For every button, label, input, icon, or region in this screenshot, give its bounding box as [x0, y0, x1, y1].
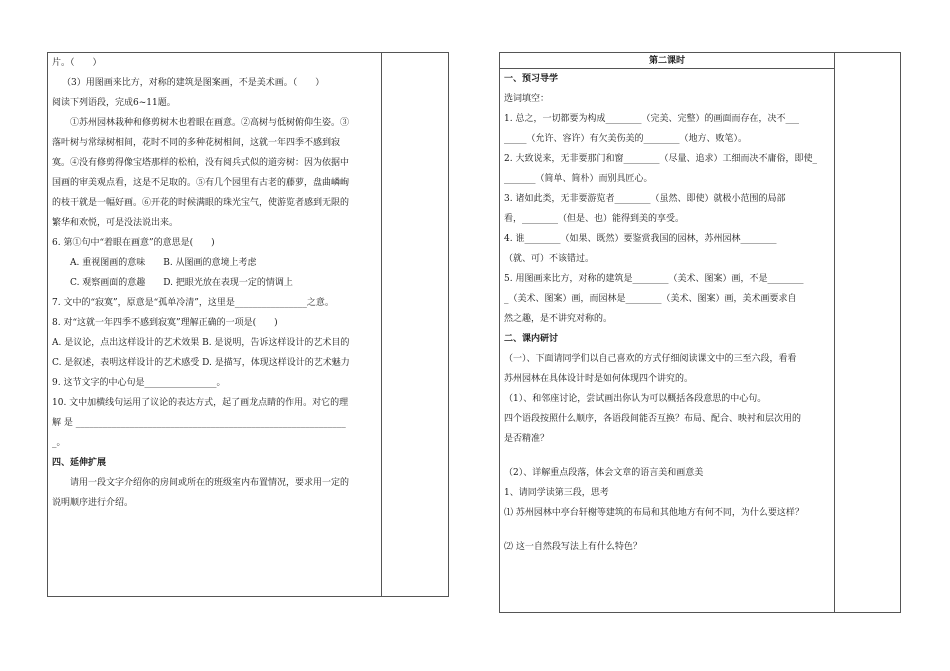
- fill-line: 4. 谁________（如果、既然）要鉴赏我国的园林，苏州园林________: [504, 234, 777, 244]
- option-line: C. 观察画面的意趣 D. 把眼光放在表现一定的情调上: [70, 278, 293, 288]
- fill-line: 2. 大致说来，无非要那门和窗________（尽量、追求）工细而决不庸俗，即使_: [504, 154, 817, 164]
- passage-line: 繁华和欢悦，可是没法说出来。: [52, 218, 179, 228]
- text-line: 苏州园林在具体设计时是如何体现四个讲究的。: [504, 374, 694, 384]
- task-line: 请用一段文字介绍你的房间或所在的班级室内布置情况，要求用一定的: [70, 478, 350, 488]
- passage-line: ①苏州园林栽种和修剪树木也着眼在画意。②高树与低树俯仰生姿。③: [70, 118, 350, 128]
- fill-line: _______（简单、简朴）而别具匠心。: [504, 174, 653, 184]
- text-line: 阅读下列语段，完成6~11题。: [52, 98, 176, 108]
- lesson-title: 第二课时: [648, 56, 685, 66]
- passage-line: 寞。④没有修剪得像宝塔那样的松柏，没有阅兵式似的道旁树：因为依据中: [52, 158, 350, 168]
- text-line: 四个语段按照什么顺序，各语段间能否互换？布局、配合、映衬和层次用的: [504, 414, 802, 424]
- text-line: 是否精准？: [504, 434, 550, 444]
- fill-line: 3. 诸如此类，无非要游览者________（虽然、即使）就极小范围的局部: [504, 194, 786, 204]
- question-7: 7. 文中的“寂寞”，原意是“孤单冷清”，这里是________________之意。: [52, 298, 334, 308]
- fill-line: 看，________（但是、也）能得到美的享受。: [504, 214, 685, 224]
- question-8: 8. 对“这就一年四季不感到寂寞”理解正确的一项是( ): [52, 318, 278, 328]
- text-line: 片。（ ）: [52, 58, 102, 68]
- text-line: 选词填空：: [504, 94, 550, 104]
- option-line: A. 重视图画的意味 B. 从图画的意境上考虑: [70, 258, 257, 268]
- right-content: [504, 53, 830, 557]
- question-6: 6. 第①句中“着眼在画意”的意思是( ): [52, 238, 215, 248]
- text-line: （1）、和邻座讨论，尝试画出你认为可以概括各段意思的中心句。: [504, 394, 767, 404]
- task-line: 说明顺序进行介绍。: [52, 498, 134, 508]
- section-heading-extend: 四、延伸扩展: [52, 458, 107, 468]
- text-line: （一）、下面请同学们以自己喜欢的方式仔细阅读课文中的三至六段，看看: [504, 354, 797, 364]
- text-line: （3）用图画来比方，对称的建筑是图案画，不是美术画。（ ）: [62, 78, 325, 88]
- fill-line: 1. 总之，一切都要为构成________（完美、完整）的画面而存在，决不___: [504, 114, 799, 124]
- fill-line: 然之趣，是不讲究对称的。: [504, 314, 613, 324]
- passage-line: 国画的审美观点看，这是不足取的。⑤有几个园里有古老的藤萝，盘曲嶙峋: [52, 178, 350, 188]
- fill-line: 5. 用图画来比方，对称的建筑是________（美术、图案）画，不是________: [504, 274, 804, 284]
- question-9: 9. 这节文字的中心句是________________。: [52, 378, 226, 388]
- passage-line: 落叶树与常绿树相间，花时不同的多种花树相间，这就一年四季不感到寂: [52, 138, 341, 148]
- section-heading-study: 二、课内研讨: [504, 334, 559, 344]
- fill-line: _____（允许、容许）有欠美伤美的________（地方、败笔）。: [504, 134, 748, 144]
- passage-line: 的枝干就是一幅好画。⑥开花的时候满眼的珠光宝气，使游览者感到无限的: [52, 198, 350, 208]
- fill-line: _（美术、图案）画，而园林是________（美术、图案）画，美术画要求自: [504, 294, 797, 304]
- left-content: [52, 53, 378, 513]
- option-line: C. 是叙述，表明这样设计的艺术感受 D. 是描写，体现这样设计的艺术魅力: [52, 358, 350, 368]
- answer-line: _。: [52, 438, 66, 448]
- question-10: 10. 文中加横线句运用了议论的表达方式，起了画龙点睛的作用。对它的理: [52, 398, 349, 408]
- option-line: A. 是议论，点出这样设计的艺术效果 B. 是说明，告诉这样设计的艺术目的: [52, 338, 350, 348]
- answer-line: 解 是 ____________________________________________________________: [52, 418, 346, 428]
- text-line: ⑵ 这一自然段写法上有什么特色？: [504, 542, 642, 552]
- left-page-divider: [381, 52, 382, 597]
- text-line: （2）、详解重点段落，体会文章的语言美和画意美: [504, 468, 704, 478]
- section-heading-preview: 一、预习导学: [504, 74, 559, 84]
- text-line: ⑴ 苏州园林中亭台轩榭等建筑的布局和其他地方有何不同，为什么要这样？: [504, 508, 804, 518]
- right-page-divider: [834, 52, 835, 613]
- fill-line: （就、可）不该错过。: [504, 254, 595, 264]
- text-line: 1、请同学读第三段，思考: [504, 488, 609, 498]
